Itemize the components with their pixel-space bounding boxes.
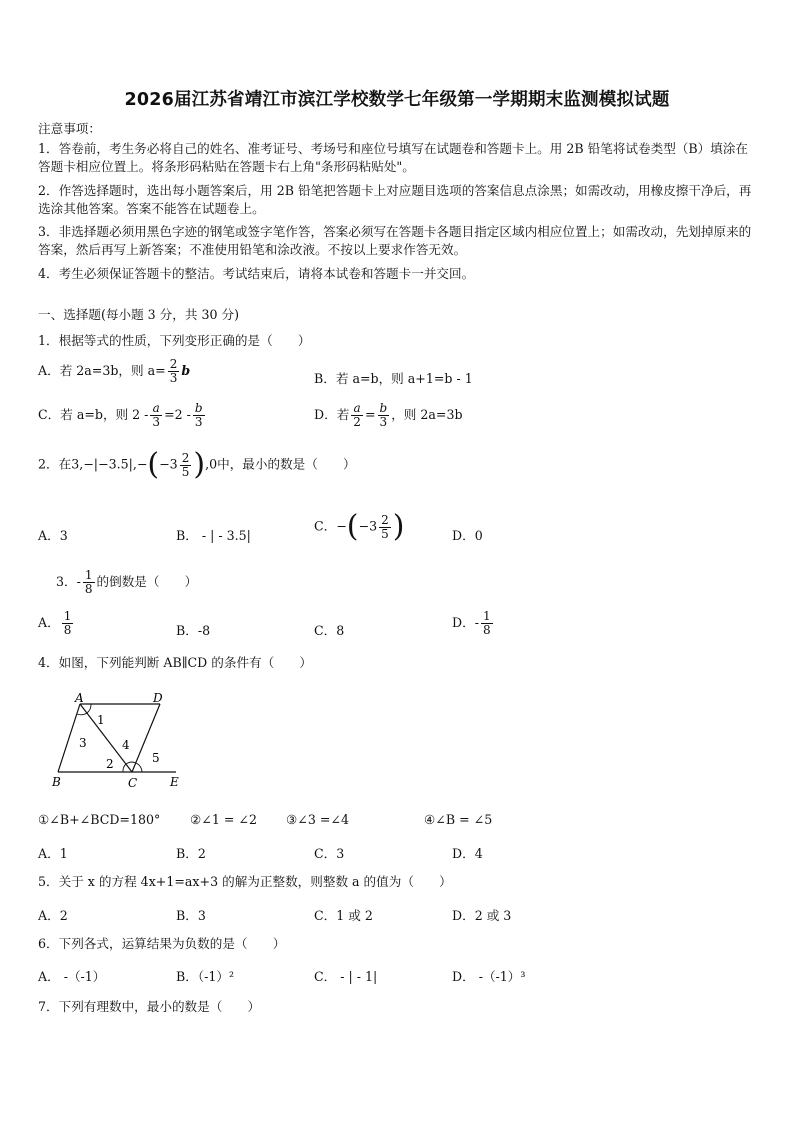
q4-option-a: A．1 [38, 846, 68, 861]
angle-arc-3 [77, 713, 87, 715]
q2-option-d: D．0 [452, 528, 483, 543]
label-angle-2: 2 [106, 757, 114, 771]
q1-option-d: D．若 $\frac{a}{2}$ = $\frac{b}{3}$ ，则 2a=3b [314, 401, 463, 429]
notice-item-1: 1．答卷前，考生务必将自己的姓名、准考证号、考场号和座位号填写在试题卷和答题卡上。用 2B 铅笔将试卷类型（B）填涂在答题卡相应位置上。将条形码粘贴在答题卡右上角"条形码粘贴处"。 [38, 141, 749, 174]
q4-condition-3: ③∠3 =∠4 [286, 812, 349, 827]
label-angle-1: 1 [97, 713, 105, 727]
q6-option-c: C． - | - 1| [314, 969, 378, 984]
q7-stem: 7．下列有理数中，最小的数是（ ） [38, 999, 261, 1014]
label-d: D [153, 692, 163, 705]
label-angle-4: 4 [122, 738, 130, 752]
q4-condition-4: ④∠B = ∠5 [424, 812, 493, 827]
q4-option-b: B．2 [176, 846, 206, 861]
q1-option-c: C．若 a=b，则 2 - $\frac{a}{3}$ =2 - $\frac{b}{3}$ [38, 401, 203, 429]
label-a: A [75, 692, 84, 705]
angle-arc-5 [136, 763, 142, 772]
q3-option-b: B．-8 [176, 623, 211, 638]
q2-option-b: B． - | - 3.5| [176, 528, 251, 543]
q4-option-d: D．4 [452, 846, 483, 861]
q4-option-c: C．3 [314, 846, 345, 861]
q2-option-a: A．3 [38, 528, 68, 543]
q1-option-b: B．若 a=b，则 a+1=b - 1 [314, 371, 473, 386]
side-ab [58, 704, 80, 772]
section-heading: 一、选择题(每小题 3 分，共 30 分) [38, 307, 240, 322]
q6-option-b: B．（-1）² [176, 969, 235, 984]
q6-option-d: D． -（-1）³ [452, 969, 526, 984]
angle-arc-2 [123, 764, 126, 772]
angle-arc-1 [87, 704, 91, 713]
label-b: B [52, 775, 61, 789]
q5-option-b: B．3 [176, 908, 206, 923]
q6-option-a: A． -（-1） [38, 969, 106, 984]
q2-option-c: C．−(−3 $\frac{2}{5}$ ) [314, 509, 405, 544]
q3-option-d: D．- $\frac{1}{8}$ [452, 609, 491, 637]
q3-stem: 3．- $\frac{1}{8}$ 的倒数是（ ） [56, 568, 198, 596]
q5-option-c: C．1 或 2 [314, 908, 373, 923]
notice-item-3: 3．非选择题必须用黑色字迹的钢笔或签字笔作答，答案必须写在答题卡各题目指定区域内相应位置上；如需改动，先划掉原来的答案，然后再写上新答案；不准使用铅笔和涂改液。不按以上要求作答无效。 [38, 224, 752, 257]
q4-stem: 4．如图，下列能判断 AB∥CD 的条件有（ ） [38, 655, 313, 670]
q6-stem: 6．下列各式，运算结果为负数的是（ ） [38, 936, 286, 951]
label-c: C [128, 776, 138, 790]
label-e: E [170, 775, 179, 789]
label-angle-5: 5 [152, 751, 160, 765]
exam-title: 2026届江苏省靖江市滨江学校数学七年级第一学期期末监测模拟试题 [124, 90, 670, 110]
q1-stem: 1．根据等式的性质，下列变形正确的是（ ） [38, 333, 311, 348]
q5-option-d: D．2 或 3 [452, 908, 512, 923]
q2-stem: 2．在3,−|−3.5|,−(−3 $\frac{2}{5}$ ),0中，最小的数是（ ） [38, 447, 356, 482]
notice-item-4: 4．考生必须保证答题卡的整洁。考试结束后，请将本试卷和答题卡一并交回。 [38, 266, 475, 281]
notice-item-2: 2．作答选择题时，选出每小题答案后，用 2B 铅笔把答题卡上对应题目选项的答案信息点涂黑；如需改动，用橡皮擦干净后，再选涂其他答案。答案不能答在试题卷上。 [38, 183, 752, 216]
q4-parallelogram-figure [44, 692, 189, 794]
q5-option-a: A．2 [38, 908, 68, 923]
q5-stem: 5．关于 x 的方程 4x+1=ax+3 的解为正整数，则整数 a 的值为（ ） [38, 874, 452, 889]
q1-a-fraction: $\frac{2}{3}$ [169, 357, 178, 385]
q4-condition-2: ②∠1 = ∠2 [190, 812, 257, 827]
q4-condition-1: ①∠B+∠BCD=180° [38, 812, 161, 827]
angle-arc-4 [126, 762, 136, 764]
label-angle-3: 3 [79, 736, 87, 750]
q3-option-a: A． $\frac{1}{8}$ [38, 609, 72, 637]
q1-option-a: A．若 2a=3b，则 a= $\frac{2}{3}$ b [38, 357, 191, 385]
q3-option-c: C．8 [314, 623, 345, 638]
notice-heading: 注意事项： [38, 121, 101, 136]
